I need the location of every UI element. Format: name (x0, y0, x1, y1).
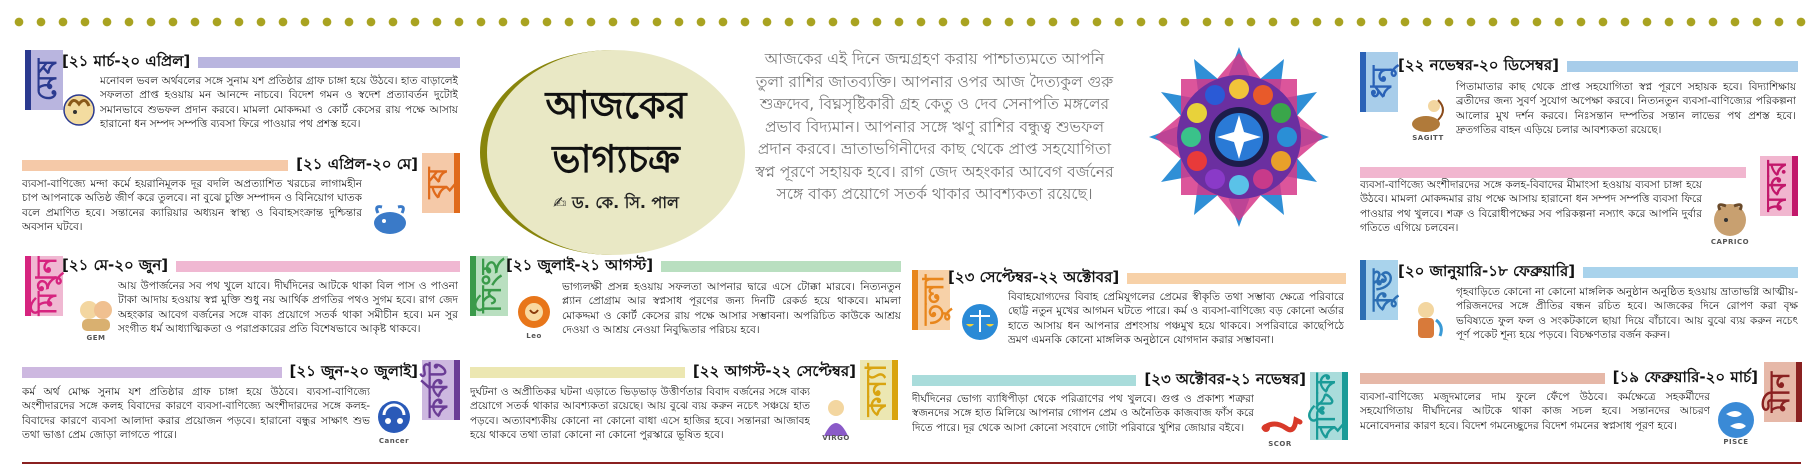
rashi-name-tab (1360, 52, 1398, 112)
rashi-name-tab (1360, 260, 1398, 320)
rashi-name: বৃষ (421, 167, 454, 199)
rashi-name: মিথুন (30, 256, 63, 316)
header-color-bar (661, 261, 901, 272)
rashi-header (62, 52, 460, 72)
rashi-date-range: [২৩ সেপ্টেম্বর-২২ অক্টোবর] (948, 267, 1120, 286)
zodiac-wheel-graphic (1148, 46, 1330, 228)
rashi-name: কন্যা (859, 363, 893, 417)
header-color-bar (912, 375, 1136, 386)
gemini-icon (72, 292, 120, 340)
rashi-name-tab (860, 360, 898, 420)
rashi-date-range: [২১ জুলাই-২১ আগস্ট] (506, 255, 654, 274)
rashi-name: মেষ (30, 58, 64, 102)
icon-caption: SCOR (1268, 440, 1292, 448)
rashi-name-tab (470, 256, 508, 316)
rashi-header (1398, 262, 1798, 282)
rashi-forecast-text: ব্যবসা-বাণিজ্যে মজুদমালের দাম ফুলে ফেঁপে উঠবে। কর্মক্ষেত্রে সহকর্মীদের সহযোগিতায় দীর্ঘদিনের আটকে থাকা কাজ সচল হবে। সন্তানদের আচরণ মনোবেদনার কারণ হবে। বিদেশ গমনেচ্ছুদের বিদেশ গমনের স্বপ্নসাধ পূরণ হবে। (1360, 391, 1710, 432)
rashi-header (948, 268, 1346, 288)
author-byline (487, 190, 745, 217)
rashi-name-tab (1310, 372, 1348, 440)
rashi-name-tab (422, 153, 460, 213)
virgo-icon (812, 392, 860, 440)
rashi-date-range: [২১ মে-২০ জুন] (62, 255, 169, 274)
rashi-name-tab (1760, 156, 1798, 216)
icon-caption: Leo (526, 332, 542, 340)
header-color-bar (22, 160, 288, 171)
header-color-bar (470, 367, 685, 378)
header-color-bar (198, 57, 460, 68)
rashi-date-range: [২১ জুন-২০ জুলাই] (289, 361, 418, 380)
dotted-border-top (8, 16, 1808, 28)
ram-icon (55, 88, 103, 136)
header-color-bar (1567, 61, 1798, 72)
header-color-bar (1127, 273, 1346, 284)
rashi-forecast-text: মনোবল ভবল অর্থবলের সঙ্গে সুনাম যশ প্রতিষ্ঠার গ্রাফ চাঙ্গা হয়ে উঠবে। হাত বাড়ালেই সফলতা প্রাপ্ত হওয়ায় মন আনন্দে নাচবে। বিদেশ গমন ও স্বদেশ প্রত্যাবর্তন দুটোই সমানভাবে শুভফল প্রদান করবে। মামলা মোকদ্দমা ও কোর্ট কেসের রায় পক্ষে আসায় হারানো ধন সম্পদ সম্পত্তি ব্যবসা ফিরে পাওয়ার পথ প্রশস্ত হবে। (100, 75, 458, 131)
rashi-header (470, 362, 856, 382)
rashi-name-tab (912, 270, 950, 330)
bull-icon (366, 195, 414, 243)
header-color-bar (1360, 167, 1746, 178)
rashi-forecast-text: ব্যবসা-বাণিজ্যে অংশীদারদের সঙ্গে কলহ-বিবাদের মীমাংসা হওয়ায় ব্যবসা চাঙ্গা হয়ে উঠবে। মামলা মোকদ্দমার রায় পক্ষে আসায় হারানো ধন সম্পদ সম্পত্তি ব্যবসা ফিরে পাওয়ার পথ খুলবে। শত্রু ও বিরোধীপক্ষের সব পরিকল্পনা নস্যাৎ করে আপনি দুর্বার গতিতে এগিয়ে চলবেন। (1360, 179, 1702, 235)
rashi-name: ধনু (1365, 65, 1398, 99)
rashi-date-range: [২১ এপ্রিল-২০ মে] (296, 154, 418, 173)
icon-caption: SAGITT (1412, 134, 1444, 142)
rashi-name: কর্কট (421, 362, 454, 418)
rashi-forecast-text: পিতামাতার কাছ থেকে প্রাপ্ত সহযোগিতা স্বপ্ন পূরণে সহায়ক হবে। বিদ্যাশিক্ষায় ব্রতীদের জন্য সুবর্ণ সুযোগ অপেক্ষা করবে। নিত্যনতুন ব্যবসা-বাণিজ্যের পরিকল্পনা আলোর মুখ দর্শন করবে। নিঃসন্তান দম্পতির সন্তান লাভের পথ প্রশস্ত হবে। দ্রুতগতির বাহন এড়িয়ে চলার আবশ্যকতা রয়েছে। (1456, 81, 1796, 137)
rashi-forecast-text: গৃহবাড়িতে কোনো না কোনো মাঙ্গলিক অনুষ্ঠান অনুষ্ঠিত হওয়ায় ভ্রাতাভগ্নি আত্মীয়-পরিজনদের সঙ্গে প্রীতির বন্ধন রচিত হবে। আজকের দিনে রোপণ করা বৃক্ষ ভবিষ্যতে ফুল ফল ও সংকটকালে ছায়া দিয়ে বাঁচাবে। আয় বুঝে ব্যয় করুন নচেৎ পূর্ণ পকেট শূন্য হয়ে পড়বে। বিচক্ষণতার বর্জন করুন। (1456, 286, 1798, 342)
icon-caption: Cancer (378, 437, 410, 445)
water-bearer-icon (1404, 296, 1452, 344)
header-color-bar (22, 367, 282, 378)
title-line-2: ভাগ্যচক্র (552, 136, 680, 181)
rashi-date-range: [২০ জানুয়ারি-১৮ ফেব্রুয়ারি] (1398, 261, 1576, 280)
rashi-forecast-text: দীর্ঘদিনের ভোগ্য ব্যাধিপীড়া থেকে পরিত্রাণের পথ খুলবে। গুপ্ত ও প্রকাশ্য শত্রুরা স্বজনদের সঙ্গে হাত মিলিয়ে আপনার গোপন প্রেম ও অনৈতিক কাজবাজ ফাঁস করে দিতে পারে। দূর থেকে আসা কোনো সংবাদে গোটা পরিবারে খুশির জোয়ার বইবে। (912, 393, 1254, 434)
intro-paragraph: আজকের এই দিনে জন্মগ্রহণ করায় পাশ্চাত্যমতে আপনি তুলা রাশির জাতব্যক্তি। আপনার ওপর আজ দৈত্যকুল গুরু শুক্রদেব, বিঘ্নসৃষ্টিকারী গ্রহ কেতু ও দেব সেনাপতি মঙ্গলের প্রভাব বিদ্যমান। আপনার সঙ্গে ঋণু রাশির বন্ধুত্ব শুভফল প্রদান করবে। ভ্রাতাভগিনীদের কাছ থেকে প্রাপ্ত সহযোগিতা স্বপ্ন পূরণে সহায়ক হবে। রাগ জেদ অহংকার আবেগ বর্জনের সঙ্গে বাক্য প্রয়োগে সতর্ক থাকার আবশ্যকতা রয়েছে। (755, 50, 1114, 203)
rashi-header (22, 362, 418, 382)
rashi-header (62, 256, 460, 276)
icon-caption: PISCE (1723, 438, 1749, 446)
rashi-header (1398, 56, 1798, 76)
rashi-forecast-text: ভাগ্যলক্ষী প্রসন্ন হওয়ায় সফলতা আপনার দ্বারে এসে টোক্কা মারবে। নিত্যনতুন প্ল্যান প্রোগ্রাম আর স্বপ্নসাধ পূরণের জন্য দিনটি রেকর্ড হয়ে থাকবে। মামলা মোকদ্দমা ও কোর্ট কেসের রায় পক্ষে আসার সম্ভাবনা। অপরিচিত কাউকে আশ্রয় দেওয়া ও আশ্রয় নেওয়া নিবুদ্ধিতার পরিচয় হবে। (562, 281, 901, 337)
header-color-bar (1583, 267, 1798, 278)
rashi-header (1360, 368, 1758, 388)
icon-caption: CAPRICO (1710, 238, 1750, 246)
scales-icon (956, 298, 1004, 346)
header-color-bar (176, 261, 460, 272)
rashi-name: মকর (1759, 160, 1793, 212)
rashi-date-range: [২১ মার্চ-২০ এপ্রিল] (62, 51, 191, 70)
header-color-bar (1360, 373, 1605, 384)
rashi-name: বৃশ্চিক (1309, 373, 1342, 439)
crab-icon (370, 395, 418, 443)
rashi-header (22, 155, 418, 175)
rashi-name: মীন (1763, 371, 1796, 413)
rashi-name-tab (1764, 362, 1802, 422)
rashi-name-tab (422, 360, 460, 420)
zodiac-wheel-icon (1148, 46, 1330, 228)
lion-icon (510, 290, 558, 338)
rashi-name: সিংহ (475, 259, 508, 313)
rashi-date-range: [১৯ ফেব্রুয়ারি-২০ মার্চ] (1612, 367, 1758, 386)
rashi-forecast-text: আয় উপার্জনের সব পথ খুলে যাবে। দীর্ঘদিনের আটকে থাকা বিল পাস ও পাওনা টাকা আদায় হওয়ায় স্বপ্ন মুক্তি শুধু নয় আর্থিক প্রগতির পথও সুগম হবে। রাগ জেদ অহংকার আবেগ বর্জনের সঙ্গে বাক্য প্রয়োগে সতর্ক থাকা সমীচীন হবে। মন সুর সংগীত ধর্ম আধ্যাত্মিকতা ও পরাপ্রকারের প্রতি বিশেষভাবে আকৃষ্ট থাকবে। (118, 280, 458, 336)
rashi-date-range: [২২ আগস্ট-২২ সেপ্টেম্বর] (692, 361, 856, 380)
rashi-header (912, 370, 1306, 390)
rashi-name-tab (25, 256, 63, 316)
rashi-forecast-text: দুর্ঘটনা ও অপ্রীতিকর ঘটনা এড়াতে ভিড়ভাড় উত্তীর্ণতার বিবাদ বর্জনের সঙ্গে বাক্য প্রয়োগে সতর্ক থাকার আবশ্যকতা রয়েছে। আয় বুঝে ব্যয় করুন নচেৎ সঞ্চয়ে হাত পড়বে। অত্যাবশ্যকীয় কোনো না কোনো বাধা এসে হাজির হবে। সন্তানরা আজাবহ হয়ে থাকবে তথা তারা কোনো না কোনো পুরস্কারে ভূষিত হবে। (470, 386, 810, 442)
title-badge (480, 50, 745, 255)
scorpion-icon (1256, 398, 1304, 446)
icon-caption: VIRGO (822, 434, 850, 442)
title-line-1: আজকের (545, 82, 687, 127)
rashi-date-range: [২৩ অক্টোবর-২১ নভেম্বর] (1144, 369, 1306, 388)
bottom-rule (22, 462, 1801, 464)
rashi-forecast-text: ব্যবসা-বাণিজ্যে মন্দা কর্মে হয়রানিমূলক দূর বদলি অপ্রত্যাশিত খরচের লাগামহীন চাপ আপনাকে অতিষ্ঠ জীর্ণ করে তুলবে। না বুঝে চুক্তি সম্পাদন ও বিনিয়োগ ঘাতক বলে প্রমাণিত হবে। সন্তানের ক্যারিয়ার অধ্যয়ন স্বাস্থ্য ও বিবাহসংক্রান্ত দুশ্চিন্তার অবসান ঘটবে। (22, 178, 362, 234)
author-name: ড. কে. সি. পাল (572, 193, 679, 212)
rashi-header (506, 256, 901, 276)
rashi-name: কুম্ভ (1365, 269, 1399, 311)
archer-icon (1404, 92, 1452, 140)
rashi-forecast-text: বিবাহযোগ্যদের বিবাহ প্রেমিযুগলের প্রেমের স্বীকৃতি তথা সম্ভাব্য ক্ষেত্রে পরিবারে ছোট্ট নতুন মুখের আগমন ঘটতে পারে। কর্ম ও ব্যবসা-বাণিজ্যে বড় কোনো অর্ডার হাতে আসায় ধন আপনার প্রশংসায় পঞ্চমুখ হয়ে থাকবে। সপরিবারে কাছেপিঠে ভ্রমণ এমনকি কোনো মাঙ্গলিক অনুষ্ঠানে যোগদান করার সম্ভাবনা। (1008, 291, 1344, 347)
pen-icon: ✍ (553, 193, 567, 212)
fish-icon (1712, 396, 1760, 444)
rashi-forecast-text: কর্ম অর্থ মোক্ষ সুনাম যশ প্রতিষ্ঠার গ্রাফ চাঙ্গা হয়ে উঠবে। ব্যবসা-বাণিজ্যে অংশীদারদের সঙ্গে কলহ বিবাদের কারণে ব্যবসা-বাণিজ্যে অংশীদারদের সঙ্গে কলহ-বিবাদের কারণে ব্যবসা আলাদা করার প্রয়োজন পড়বে। হারানো বন্ধুর সাক্ষাৎ শুভ তথা ভাঙা প্রেম জোড়া লাগতে পারে। (22, 386, 370, 442)
rashi-date-range: [২২ নভেম্বর-২০ ডিসেম্বর] (1398, 55, 1559, 74)
goat-icon (1706, 196, 1754, 244)
rashi-name: তুলা (917, 275, 950, 325)
icon-caption: GEM (86, 334, 106, 342)
